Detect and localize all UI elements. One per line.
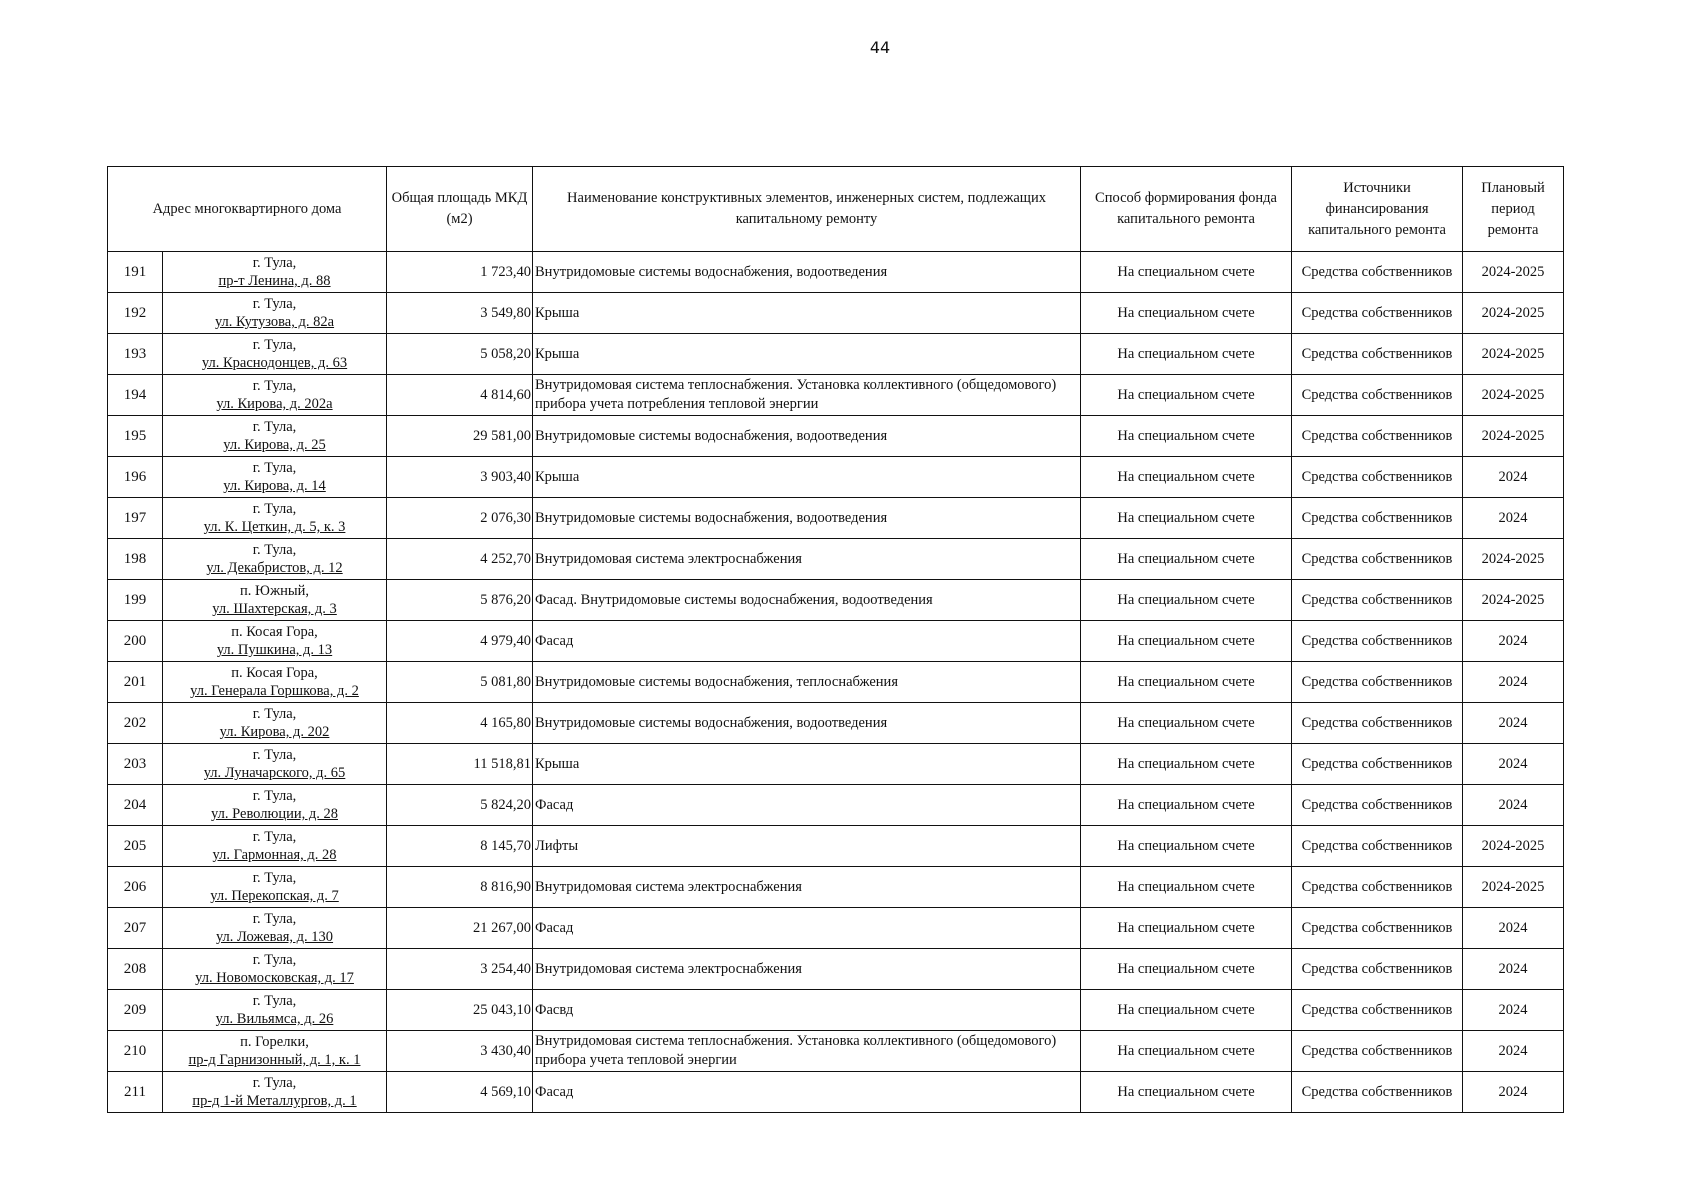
period-cell: 2024 <box>1463 785 1564 826</box>
address-street: ул. Краснодонцев, д. 63 <box>201 355 348 371</box>
period-cell: 2024 <box>1463 457 1564 498</box>
table-row <box>108 457 1564 498</box>
method-cell: На специальном счете <box>1081 949 1292 990</box>
address-locality: п. Косая Гора, <box>231 624 318 640</box>
area-cell: 5 058,20 <box>387 334 533 375</box>
address-locality: г. Тула, <box>252 337 297 353</box>
header-method: Способ формирования фонда капитального ремонта <box>1081 167 1292 252</box>
address-cell <box>163 416 387 457</box>
address-cell <box>163 949 387 990</box>
address-street: ул. Революции, д. 28 <box>211 806 338 822</box>
method-cell: На специальном счете <box>1081 908 1292 949</box>
method-cell: На специальном счете <box>1081 1072 1292 1113</box>
header-area: Общая площадь МКД (м2) <box>387 167 533 252</box>
source-cell: Средства собственников <box>1292 826 1463 867</box>
address-cell <box>163 785 387 826</box>
area-cell: 1 723,40 <box>387 252 533 293</box>
address-locality: г. Тула, <box>252 993 297 1009</box>
source-cell: Средства собственников <box>1292 580 1463 621</box>
address-locality: г. Тула, <box>252 542 297 558</box>
period-cell: 2024-2025 <box>1463 539 1564 580</box>
area-cell: 4 569,10 <box>387 1072 533 1113</box>
row-number: 209 <box>108 990 163 1031</box>
table-row <box>108 744 1564 785</box>
address-locality: г. Тула, <box>252 501 297 517</box>
source-cell: Средства собственников <box>1292 703 1463 744</box>
elements-cell: Внутридомовые системы водоснабжения, водоотведения <box>533 703 1081 744</box>
area-cell: 2 076,30 <box>387 498 533 539</box>
row-number: 194 <box>108 375 163 416</box>
address-street: ул. Кутузова, д. 82а <box>214 314 335 330</box>
elements-cell: Фасад <box>533 621 1081 662</box>
method-cell: На специальном счете <box>1081 785 1292 826</box>
address-cell <box>163 1031 387 1072</box>
method-cell: На специальном счете <box>1081 990 1292 1031</box>
header-sources: Источники финансирования капитального ремонта <box>1292 167 1463 252</box>
method-cell: На специальном счете <box>1081 744 1292 785</box>
table-row <box>108 334 1564 375</box>
table-body <box>108 252 1564 1113</box>
address-street: ул. Вильямса, д. 26 <box>215 1011 334 1027</box>
row-number: 195 <box>108 416 163 457</box>
elements-cell: Крыша <box>533 334 1081 375</box>
table-row <box>108 580 1564 621</box>
source-cell: Средства собственников <box>1292 293 1463 334</box>
address-cell <box>163 703 387 744</box>
source-cell: Средства собственников <box>1292 334 1463 375</box>
source-cell: Средства собственников <box>1292 498 1463 539</box>
address-street: ул. Ложевая, д. 130 <box>215 929 334 945</box>
address-cell <box>163 457 387 498</box>
area-cell: 25 043,10 <box>387 990 533 1031</box>
table-row <box>108 416 1564 457</box>
area-cell: 8 816,90 <box>387 867 533 908</box>
address-street: пр-т Ленина, д. 88 <box>218 273 331 289</box>
address-street: ул. Шахтерская, д. 3 <box>212 601 337 617</box>
page-number: 44 <box>869 38 891 57</box>
area-cell: 3 549,80 <box>387 293 533 334</box>
address-locality: г. Тула, <box>252 911 297 927</box>
table-row <box>108 949 1564 990</box>
method-cell: На специальном счете <box>1081 662 1292 703</box>
table-row <box>108 539 1564 580</box>
row-number: 205 <box>108 826 163 867</box>
table-row <box>108 662 1564 703</box>
table-row <box>108 252 1564 293</box>
row-number: 201 <box>108 662 163 703</box>
elements-cell: Внутридомовые системы водоснабжения, водоотведения <box>533 252 1081 293</box>
area-cell: 21 267,00 <box>387 908 533 949</box>
table-row <box>108 621 1564 662</box>
address-street: ул. Кирова, д. 25 <box>223 437 326 453</box>
address-locality: г. Тула, <box>252 870 297 886</box>
header-elements: Наименование конструктивных элементов, инженерных систем, подлежащих капитальному ремонту <box>533 167 1081 252</box>
period-cell: 2024 <box>1463 744 1564 785</box>
source-cell: Средства собственников <box>1292 375 1463 416</box>
source-cell: Средства собственников <box>1292 252 1463 293</box>
period-cell: 2024-2025 <box>1463 375 1564 416</box>
address-cell <box>163 498 387 539</box>
address-locality: г. Тула, <box>252 747 297 763</box>
row-number: 210 <box>108 1031 163 1072</box>
row-number: 192 <box>108 293 163 334</box>
address-cell <box>163 334 387 375</box>
table-row <box>108 908 1564 949</box>
area-cell: 5 824,20 <box>387 785 533 826</box>
elements-cell: Крыша <box>533 457 1081 498</box>
source-cell: Средства собственников <box>1292 867 1463 908</box>
period-cell: 2024 <box>1463 498 1564 539</box>
row-number: 202 <box>108 703 163 744</box>
row-number: 204 <box>108 785 163 826</box>
repair-table <box>107 166 1564 1113</box>
address-street: ул. Кирова, д. 202а <box>216 396 333 412</box>
area-cell: 3 903,40 <box>387 457 533 498</box>
address-street: ул. Кирова, д. 14 <box>223 478 326 494</box>
address-street: ул. Генерала Горшкова, д. 2 <box>190 683 359 699</box>
area-cell: 5 081,80 <box>387 662 533 703</box>
method-cell: На специальном счете <box>1081 416 1292 457</box>
table-row <box>108 703 1564 744</box>
source-cell: Средства собственников <box>1292 662 1463 703</box>
address-street: ул. Луначарского, д. 65 <box>203 765 346 781</box>
address-street: ул. Пушкина, д. 13 <box>216 642 333 658</box>
source-cell: Средства собственников <box>1292 416 1463 457</box>
elements-cell: Внутридомовая система электроснабжения <box>533 867 1081 908</box>
row-number: 203 <box>108 744 163 785</box>
table-row <box>108 990 1564 1031</box>
address-cell <box>163 867 387 908</box>
table-row <box>108 293 1564 334</box>
source-cell: Средства собственников <box>1292 949 1463 990</box>
table-row <box>108 498 1564 539</box>
address-cell <box>163 826 387 867</box>
elements-cell: Фасад <box>533 908 1081 949</box>
period-cell: 2024-2025 <box>1463 252 1564 293</box>
address-cell <box>163 252 387 293</box>
elements-cell: Внутридомовая система электроснабжения <box>533 539 1081 580</box>
table-row <box>108 1031 1564 1072</box>
row-number: 198 <box>108 539 163 580</box>
period-cell: 2024 <box>1463 1072 1564 1113</box>
period-cell: 2024-2025 <box>1463 867 1564 908</box>
period-cell: 2024 <box>1463 908 1564 949</box>
address-street: пр-д Гарнизонный, д. 1, к. 1 <box>188 1052 361 1068</box>
method-cell: На специальном счете <box>1081 498 1292 539</box>
area-cell: 3 254,40 <box>387 949 533 990</box>
area-cell: 8 145,70 <box>387 826 533 867</box>
period-cell: 2024 <box>1463 703 1564 744</box>
area-cell: 29 581,00 <box>387 416 533 457</box>
address-cell <box>163 293 387 334</box>
table-row <box>108 375 1564 416</box>
period-cell: 2024-2025 <box>1463 293 1564 334</box>
source-cell: Средства собственников <box>1292 1072 1463 1113</box>
table-row <box>108 1072 1564 1113</box>
address-locality: г. Тула, <box>252 378 297 394</box>
elements-cell: Фасвд <box>533 990 1081 1031</box>
address-cell <box>163 908 387 949</box>
source-cell: Средства собственников <box>1292 908 1463 949</box>
method-cell: На специальном счете <box>1081 867 1292 908</box>
elements-cell: Внутридомовые системы водоснабжения, теплоснабжения <box>533 662 1081 703</box>
address-locality: г. Тула, <box>252 788 297 804</box>
period-cell: 2024-2025 <box>1463 580 1564 621</box>
address-street: ул. Декабристов, д. 12 <box>206 560 343 576</box>
period-cell: 2024 <box>1463 990 1564 1031</box>
row-number: 206 <box>108 867 163 908</box>
period-cell: 2024-2025 <box>1463 416 1564 457</box>
area-cell: 4 979,40 <box>387 621 533 662</box>
address-locality: п. Южный, <box>240 583 309 599</box>
address-locality: г. Тула, <box>252 1075 297 1091</box>
address-street: ул. К. Цеткин, д. 5, к. 3 <box>203 519 346 535</box>
address-locality: г. Тула, <box>252 829 297 845</box>
address-cell <box>163 744 387 785</box>
row-number: 211 <box>108 1072 163 1113</box>
address-locality: г. Тула, <box>252 255 297 271</box>
method-cell: На специальном счете <box>1081 457 1292 498</box>
address-cell <box>163 621 387 662</box>
source-cell: Средства собственников <box>1292 539 1463 580</box>
period-cell: 2024 <box>1463 1031 1564 1072</box>
source-cell: Средства собственников <box>1292 785 1463 826</box>
area-cell: 4 814,60 <box>387 375 533 416</box>
table-row <box>108 867 1564 908</box>
elements-cell: Фасад <box>533 785 1081 826</box>
method-cell: На специальном счете <box>1081 539 1292 580</box>
source-cell: Средства собственников <box>1292 990 1463 1031</box>
method-cell: На специальном счете <box>1081 826 1292 867</box>
source-cell: Средства собственников <box>1292 621 1463 662</box>
address-street: ул. Гармонная, д. 28 <box>212 847 337 863</box>
source-cell: Средства собственников <box>1292 457 1463 498</box>
elements-cell: Внутридомовая система теплоснабжения. Установка коллективного (общедомового) прибора учета потребления тепловой энергии <box>533 375 1081 416</box>
elements-cell: Фасад <box>533 1072 1081 1113</box>
row-number: 199 <box>108 580 163 621</box>
source-cell: Средства собственников <box>1292 1031 1463 1072</box>
method-cell: На специальном счете <box>1081 621 1292 662</box>
method-cell: На специальном счете <box>1081 293 1292 334</box>
source-cell: Средства собственников <box>1292 744 1463 785</box>
address-locality: п. Горелки, <box>240 1034 309 1050</box>
table-header-row <box>108 167 1564 252</box>
row-number: 197 <box>108 498 163 539</box>
area-cell: 4 252,70 <box>387 539 533 580</box>
address-cell <box>163 662 387 703</box>
method-cell: На специальном счете <box>1081 580 1292 621</box>
address-cell <box>163 539 387 580</box>
address-cell <box>163 375 387 416</box>
address-locality: г. Тула, <box>252 296 297 312</box>
row-number: 196 <box>108 457 163 498</box>
address-locality: г. Тула, <box>252 952 297 968</box>
elements-cell: Внутридомовая система электроснабжения <box>533 949 1081 990</box>
method-cell: На специальном счете <box>1081 252 1292 293</box>
elements-cell: Крыша <box>533 744 1081 785</box>
address-street: пр-д 1-й Металлургов, д. 1 <box>192 1093 357 1109</box>
table-row <box>108 826 1564 867</box>
address-locality: г. Тула, <box>252 706 297 722</box>
address-cell <box>163 1072 387 1113</box>
address-street: ул. Перекопская, д. 7 <box>210 888 339 904</box>
period-cell: 2024-2025 <box>1463 334 1564 375</box>
area-cell: 4 165,80 <box>387 703 533 744</box>
address-locality: г. Тула, <box>252 460 297 476</box>
address-cell <box>163 580 387 621</box>
area-cell: 5 876,20 <box>387 580 533 621</box>
row-number: 193 <box>108 334 163 375</box>
method-cell: На специальном счете <box>1081 1031 1292 1072</box>
address-locality: п. Косая Гора, <box>231 665 318 681</box>
elements-cell: Фасад. Внутридомовые системы водоснабжения, водоотведения <box>533 580 1081 621</box>
method-cell: На специальном счете <box>1081 703 1292 744</box>
row-number: 208 <box>108 949 163 990</box>
area-cell: 11 518,81 <box>387 744 533 785</box>
address-cell <box>163 990 387 1031</box>
header-period: Плановый период ремонта <box>1463 167 1564 252</box>
row-number: 191 <box>108 252 163 293</box>
period-cell: 2024 <box>1463 662 1564 703</box>
period-cell: 2024-2025 <box>1463 826 1564 867</box>
elements-cell: Внутридомовые системы водоснабжения, водоотведения <box>533 416 1081 457</box>
row-number: 200 <box>108 621 163 662</box>
address-street: ул. Новомосковская, д. 17 <box>195 970 354 986</box>
elements-cell: Крыша <box>533 293 1081 334</box>
period-cell: 2024 <box>1463 949 1564 990</box>
area-cell: 3 430,40 <box>387 1031 533 1072</box>
header-address: Адрес многоквартирного дома <box>108 167 387 252</box>
method-cell: На специальном счете <box>1081 334 1292 375</box>
period-cell: 2024 <box>1463 621 1564 662</box>
elements-cell: Лифты <box>533 826 1081 867</box>
elements-cell: Внутридомовые системы водоснабжения, водоотведения <box>533 498 1081 539</box>
address-locality: г. Тула, <box>252 419 297 435</box>
row-number: 207 <box>108 908 163 949</box>
method-cell: На специальном счете <box>1081 375 1292 416</box>
address-street: ул. Кирова, д. 202 <box>219 724 330 740</box>
table-row <box>108 785 1564 826</box>
elements-cell: Внутридомовая система теплоснабжения. Установка коллективного (общедомового) прибора учета тепловой энергии <box>533 1031 1081 1072</box>
